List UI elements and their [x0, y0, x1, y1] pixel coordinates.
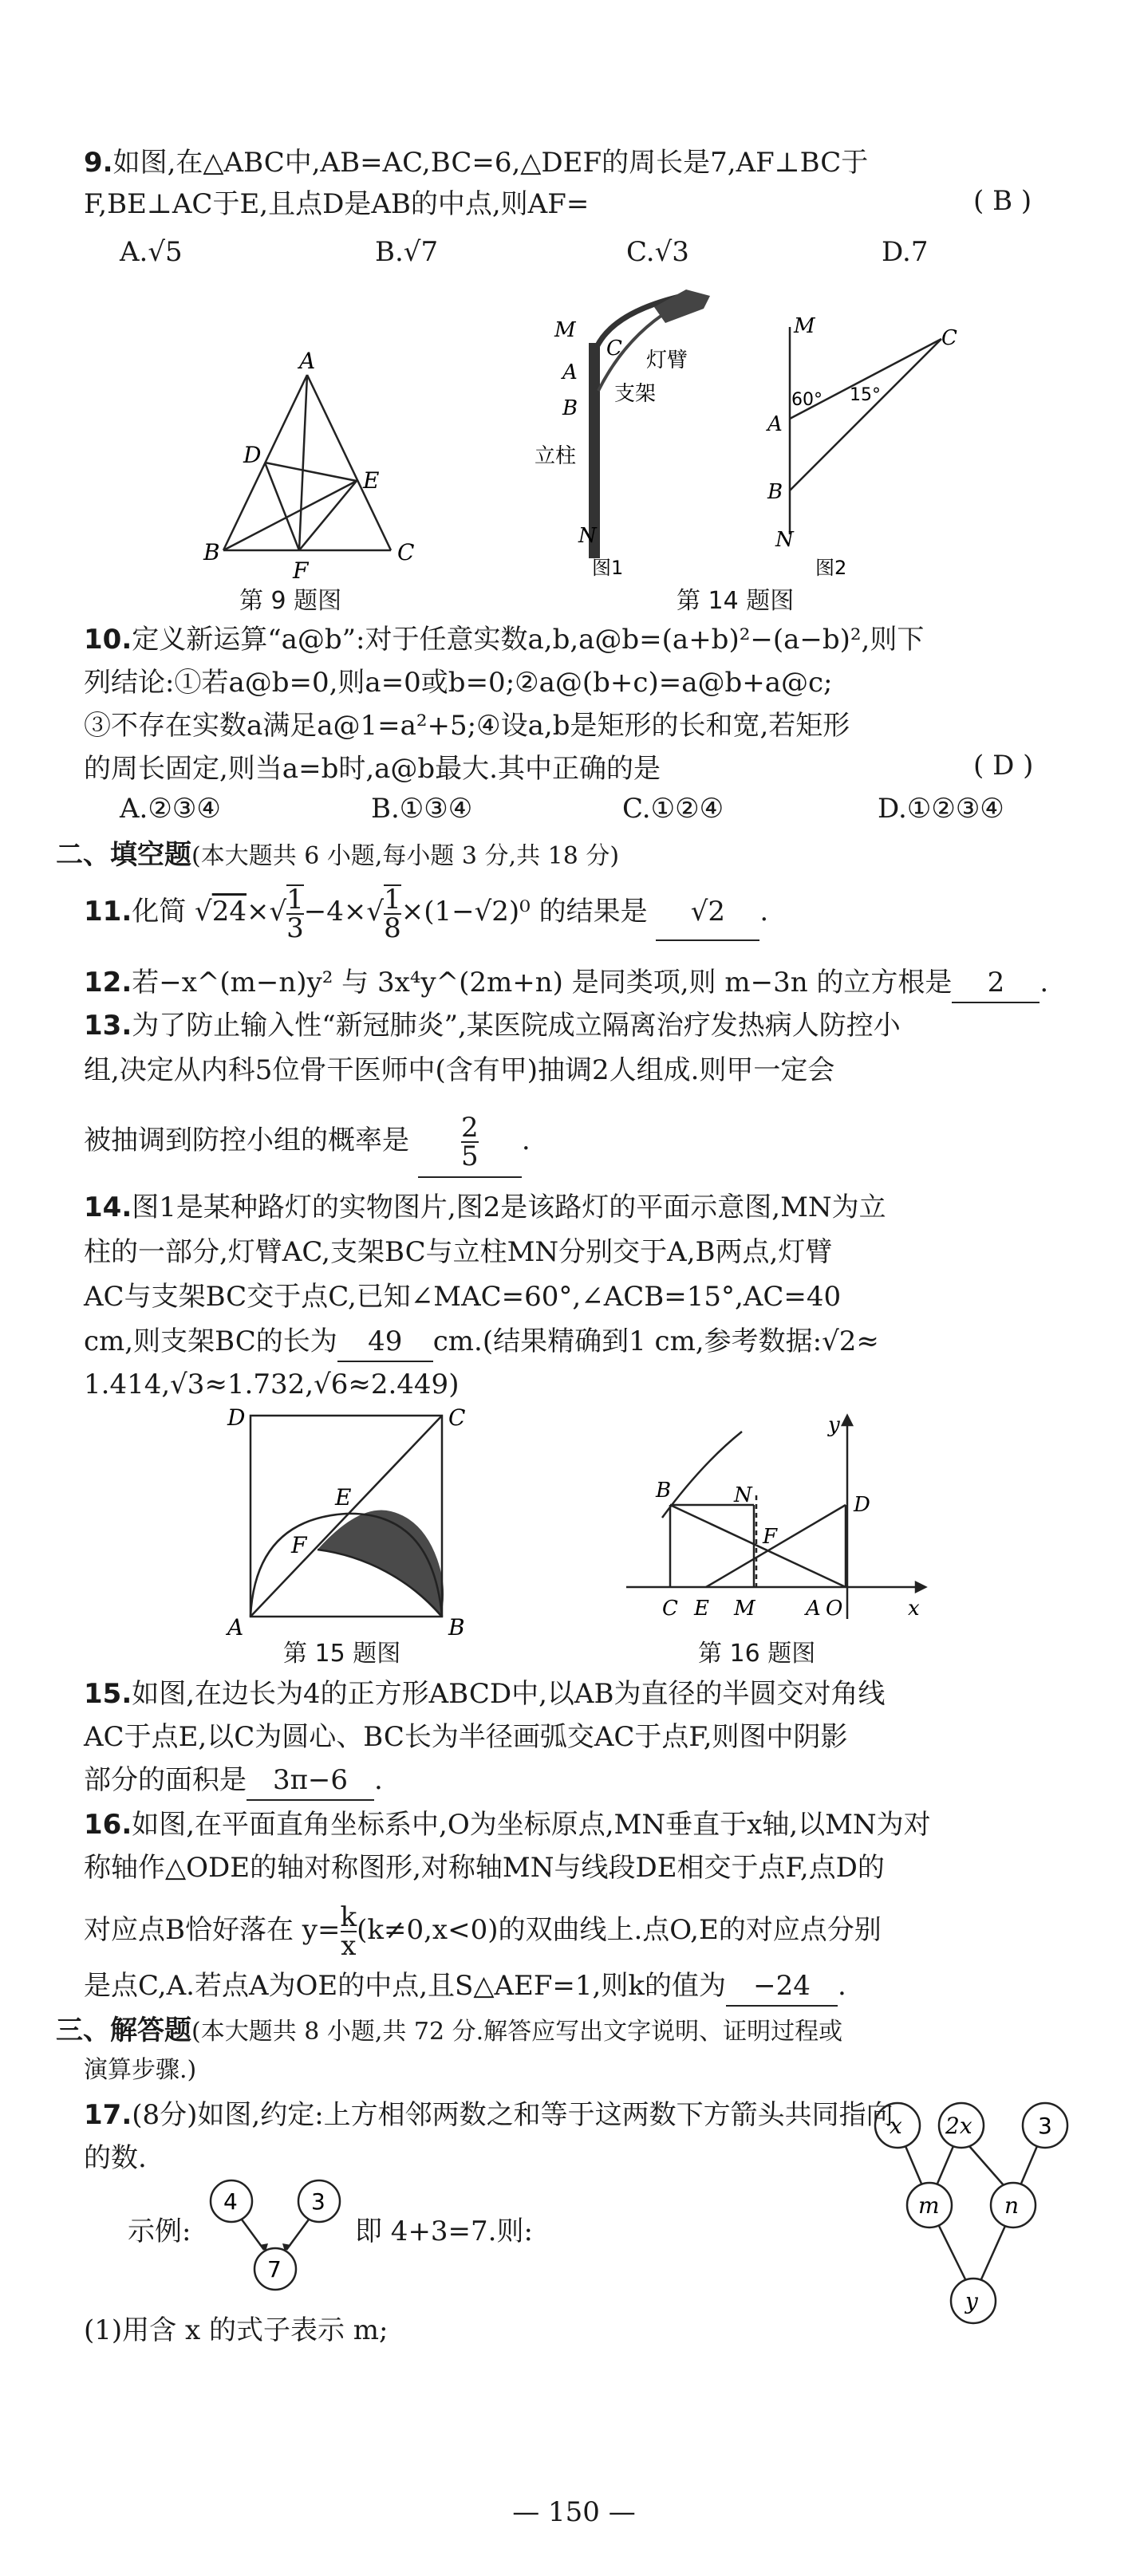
figure-14	[527, 279, 989, 582]
fig16-label-y: y	[828, 1413, 840, 1437]
q12-line	[84, 963, 1076, 1003]
q16-end: .	[837, 1970, 846, 2002]
example-node-4: 4	[223, 2188, 238, 2215]
section3-heading	[56, 2011, 1076, 2051]
fig15-label-f: F	[291, 1532, 307, 1558]
q16-line2	[84, 1849, 1076, 1887]
q9-option-c: C.√3	[626, 236, 689, 268]
fig15-label-d: D	[227, 1404, 246, 1431]
q10-option-d: D.①②③④	[878, 793, 1004, 825]
fig16-label-e: E	[694, 1597, 709, 1621]
q11-frac2	[384, 884, 401, 942]
q10-option-a: A.②③④	[120, 793, 221, 825]
q10-line1	[84, 620, 1076, 659]
fig15-label-e: E	[335, 1484, 352, 1511]
figure-15	[223, 1404, 487, 1641]
fig14-1-label-b: B	[562, 396, 578, 420]
q13-text-1: 为了防止输入性“新冠肺炎”,某医院成立隔离治疗发热病人防控小	[132, 1010, 901, 1042]
section2-title: 二、填空题	[56, 839, 191, 871]
q16-line1	[84, 1806, 1076, 1844]
q10-line4	[84, 750, 1076, 788]
q11-end: .	[759, 896, 769, 928]
figure-9	[199, 348, 423, 584]
figure-16	[606, 1408, 941, 1639]
fig14-2-caption: 图2	[815, 557, 847, 579]
tree-node-n: n	[1004, 2192, 1020, 2219]
q9-option-a: A.√5	[120, 236, 183, 268]
example-node-7: 7	[267, 2256, 282, 2283]
fig14-2-label-b: B	[767, 480, 783, 504]
q14-line2	[84, 1233, 1076, 1271]
q17-part1	[84, 2311, 1076, 2350]
q9-line1	[84, 144, 1076, 182]
q14-line3	[84, 1278, 1076, 1316]
q11-minus: −4×	[303, 896, 367, 928]
fig9-label-e: E	[363, 467, 380, 494]
q14-line1	[84, 1188, 1076, 1227]
fig16-label-d: D	[854, 1493, 870, 1517]
q15-number: 15.	[84, 1678, 132, 1710]
fig14-2-angle-60: 60°	[791, 390, 823, 410]
fig14-2-angle-15: 15°	[850, 385, 881, 405]
q10-line3	[84, 707, 1076, 745]
section3-note2: 演算步骤.)	[84, 2056, 197, 2084]
q15-line3	[84, 1761, 1076, 1801]
fig14-2-label-m: M	[794, 314, 815, 338]
q12-number: 12.	[84, 967, 132, 998]
q17-example-text: 即 4+3=7.则:	[355, 2216, 533, 2247]
fig9-label-d: D	[243, 442, 262, 468]
q11-radicand: 24	[211, 896, 247, 928]
q9-text-1: 如图,在△ABC中,AB=AC,BC=6,△DEF的周长是7,AF⊥BC于	[112, 147, 869, 179]
q17-number: 17.	[84, 2099, 132, 2131]
q16-frac-den: x	[341, 1930, 357, 1962]
fig14-1-label-arm: 灯臂	[646, 349, 688, 372]
q13-line2	[84, 1051, 1076, 1089]
q16-text-1: 如图,在平面直角坐标系中,O为坐标原点,MN垂直于x轴,以MN为对	[132, 1809, 931, 1841]
q13-end: .	[521, 1125, 531, 1156]
fig16-label-b: B	[656, 1479, 672, 1503]
q17-example-label: 示例:	[128, 2216, 191, 2247]
fig16-label-a: A	[806, 1597, 821, 1621]
q11-answer: √2	[656, 884, 759, 941]
q15-end: .	[374, 1764, 383, 1796]
q10-text-1: 定义新运算“a@b”:对于任意实数a,b,a@b=(a+b)²−(a−b)²,则下	[132, 624, 925, 656]
q10-text-4: 的周长固定,则当a=b时,a@b最大.其中正确的是	[84, 753, 661, 785]
q14-line4	[84, 1322, 1076, 1362]
q11-frac1-num: 1	[286, 884, 304, 916]
fig16-caption: 第 16 题图	[698, 1640, 816, 1668]
tree-node-x: x	[890, 2113, 902, 2139]
q10-text-2: 列结论:①若a@b=0,则a=0或b=0;②a@(b+c)=a@b+a@c;	[84, 667, 833, 699]
q10-answer: ( D )	[973, 750, 1034, 782]
fig14-2-label-c: C	[941, 326, 957, 350]
q14-text-1: 图1是某种路灯的实物图片,图2是该路灯的平面示意图,MN为立	[132, 1191, 886, 1223]
fig9-caption: 第 9 题图	[239, 587, 342, 615]
q15-text-3: 部分的面积是	[84, 1764, 247, 1796]
q16-number: 16.	[84, 1809, 132, 1841]
q12-end: .	[1040, 967, 1049, 998]
example-node-3: 3	[311, 2188, 325, 2215]
fig16-label-f: F	[763, 1525, 778, 1549]
section3-title: 三、解答题	[56, 2015, 191, 2046]
q16-frac-num: k	[340, 1901, 357, 1933]
q11-frac2-den: 8	[384, 912, 401, 944]
q13-line1	[84, 1006, 1076, 1045]
q13-answer-frac	[461, 1114, 479, 1170]
fig14-1-caption: 图1	[592, 557, 624, 579]
q9-line2	[84, 185, 1076, 223]
fig14-2-label-a: A	[767, 412, 783, 436]
q11-number: 11.	[84, 896, 132, 928]
q14-text-4b: cm.(结果精确到1 cm,参考数据:√2≈	[432, 1325, 879, 1357]
fig15-label-c: C	[448, 1404, 466, 1431]
fig14-1-label-pole: 立柱	[535, 444, 577, 468]
q17-part1-text: (1)用含 x 的式子表示 m;	[84, 2314, 389, 2346]
q9-option-d: D.7	[882, 236, 929, 268]
q13-answer-den: 5	[460, 1140, 479, 1172]
q15-text-2: AC于点E,以C为圆心、BC长为半径画弧交AC于点F,则图中阴影	[84, 1721, 848, 1753]
fig14-1-label-a: A	[562, 360, 578, 384]
fig16-label-x: x	[908, 1597, 920, 1621]
q11-tail: ×(1−√2)⁰ 的结果是	[400, 896, 648, 928]
q16-answer: −24	[726, 1967, 838, 2007]
fig16-label-o: O	[826, 1597, 843, 1621]
q13-number: 13.	[84, 1010, 132, 1042]
section3-note: (本大题共 8 小题,共 72 分.解答应写出文字说明、证明过程或	[191, 2018, 843, 2046]
q17-text-1: (8分)如图,约定:上方相邻两数之和等于这两数下方箭头共同指向	[132, 2099, 894, 2131]
q14-text-4a: cm,则支架BC的长为	[84, 1325, 337, 1357]
q15-answer: 3π−6	[247, 1761, 374, 1801]
fig14-2-label-n: N	[775, 528, 794, 552]
page-number: — 150 —	[512, 2496, 636, 2528]
fig14-1-label-bracket: 支架	[614, 382, 657, 406]
fig15-label-a: A	[227, 1614, 244, 1641]
q14-text-3: AC与支架BC交于点C,已知∠MAC=60°,∠ACB=15°,AC=40	[84, 1281, 842, 1313]
q11-prefix: 化简	[132, 896, 187, 928]
tree-node-3: 3	[1038, 2113, 1052, 2139]
q10-option-b: B.①③④	[371, 793, 473, 825]
q16-text-3a: 对应点B恰好落在 y=	[84, 1914, 341, 1946]
tree-node-2x: 2x	[945, 2113, 972, 2139]
fig16-label-m: M	[734, 1597, 755, 1621]
fig14-1-label-n: N	[578, 524, 597, 548]
q11-frac2-num: 1	[384, 884, 401, 916]
q17-text-2: 的数.	[84, 2142, 147, 2174]
q14-line5	[84, 1365, 1076, 1404]
q12-text: 若−x^(m−n)y² 与 3x⁴y^(2m+n) 是同类项,则 m−3n 的立方根是	[132, 967, 953, 998]
q10-number: 10.	[84, 624, 132, 656]
fig16-label-n: N	[734, 1483, 752, 1507]
q9-option-b: B.√7	[375, 236, 439, 268]
q10-option-c: C.①②④	[622, 793, 724, 825]
q15-text-1: 如图,在边长为4的正方形ABCD中,以AB为直径的半圆交对角线	[132, 1678, 886, 1710]
fig9-label-a: A	[299, 348, 316, 374]
fig14-1-label-c: C	[606, 337, 622, 360]
q14-answer: 49	[337, 1322, 433, 1362]
q16-text-3b: (k≠0,x<0)的双曲线上.点O,E的对应点分别	[357, 1914, 882, 1946]
tree-node-m: m	[918, 2192, 940, 2219]
q16-frac	[340, 1901, 357, 1962]
q10-line2	[84, 664, 1076, 702]
section2-heading	[56, 836, 1076, 876]
q16-line4	[84, 1967, 1076, 2007]
q13-text-3: 被抽调到防控小组的概率是	[84, 1125, 409, 1156]
fig15-label-b: B	[448, 1614, 465, 1641]
q9-number: 9.	[84, 147, 113, 179]
q10-text-3: ③不存在实数a满足a@1=a²+5;④设a,b是矩形的长和宽,若矩形	[84, 710, 850, 742]
section3-note-line2	[84, 2051, 1076, 2090]
q11-line: 11.化简 √24×√ $\frac{1}{3}$ −4×√ $\frac{1}{8}$ ×(1−√2)⁰ 的结果是 √2 .	[84, 884, 769, 944]
q14-number: 14.	[84, 1191, 132, 1223]
q15-line2	[84, 1718, 1076, 1756]
q11-frac1-den: 3	[286, 912, 304, 944]
q14-text-2: 柱的一部分,灯臂AC,支架BC与立柱MN分别交于A,B两点,灯臂	[84, 1236, 833, 1268]
q16-text-4: 是点C,A.若点A为OE的中点,且S△AEF=1,则k的值为	[84, 1970, 726, 2002]
section2-note: (本大题共 6 小题,每小题 3 分,共 18 分)	[191, 842, 620, 870]
fig15-caption: 第 15 题图	[283, 1640, 401, 1668]
q13-text-2: 组,决定从内科5位骨干医师中(含有甲)抽调2人组成.则甲一定会	[84, 1054, 835, 1086]
q15-line1	[84, 1675, 1076, 1713]
q14-text-5: 1.414,√3≈1.732,√6≈2.449)	[84, 1369, 460, 1400]
q9-answer: ( B )	[973, 185, 1032, 217]
q16-line3	[84, 1898, 1076, 1962]
tree-node-y: y	[965, 2288, 978, 2314]
q12-answer: 2	[952, 963, 1040, 1003]
fig9-label-c: C	[397, 539, 415, 565]
fig9-label-b: B	[203, 539, 220, 565]
q9-text-2: F,BE⊥AC于E,且点D是AB的中点,则AF=	[84, 188, 590, 220]
q13-answer	[418, 1105, 522, 1178]
fig16-label-c: C	[662, 1597, 678, 1621]
q11-frac1	[286, 884, 304, 942]
fig14-caption: 第 14 题图	[677, 587, 795, 615]
q13-answer-num: 2	[460, 1112, 479, 1144]
q17-example-diagram	[195, 2173, 347, 2309]
q11-times: ×	[246, 896, 270, 928]
fig14-1-label-m: M	[554, 318, 576, 342]
q13-line3	[84, 1105, 1076, 1178]
q16-text-2: 称轴作△ODE的轴对称图形,对称轴MN与线段DE相交于点F,点D的	[84, 1852, 885, 1884]
fig9-label-f: F	[293, 557, 309, 584]
